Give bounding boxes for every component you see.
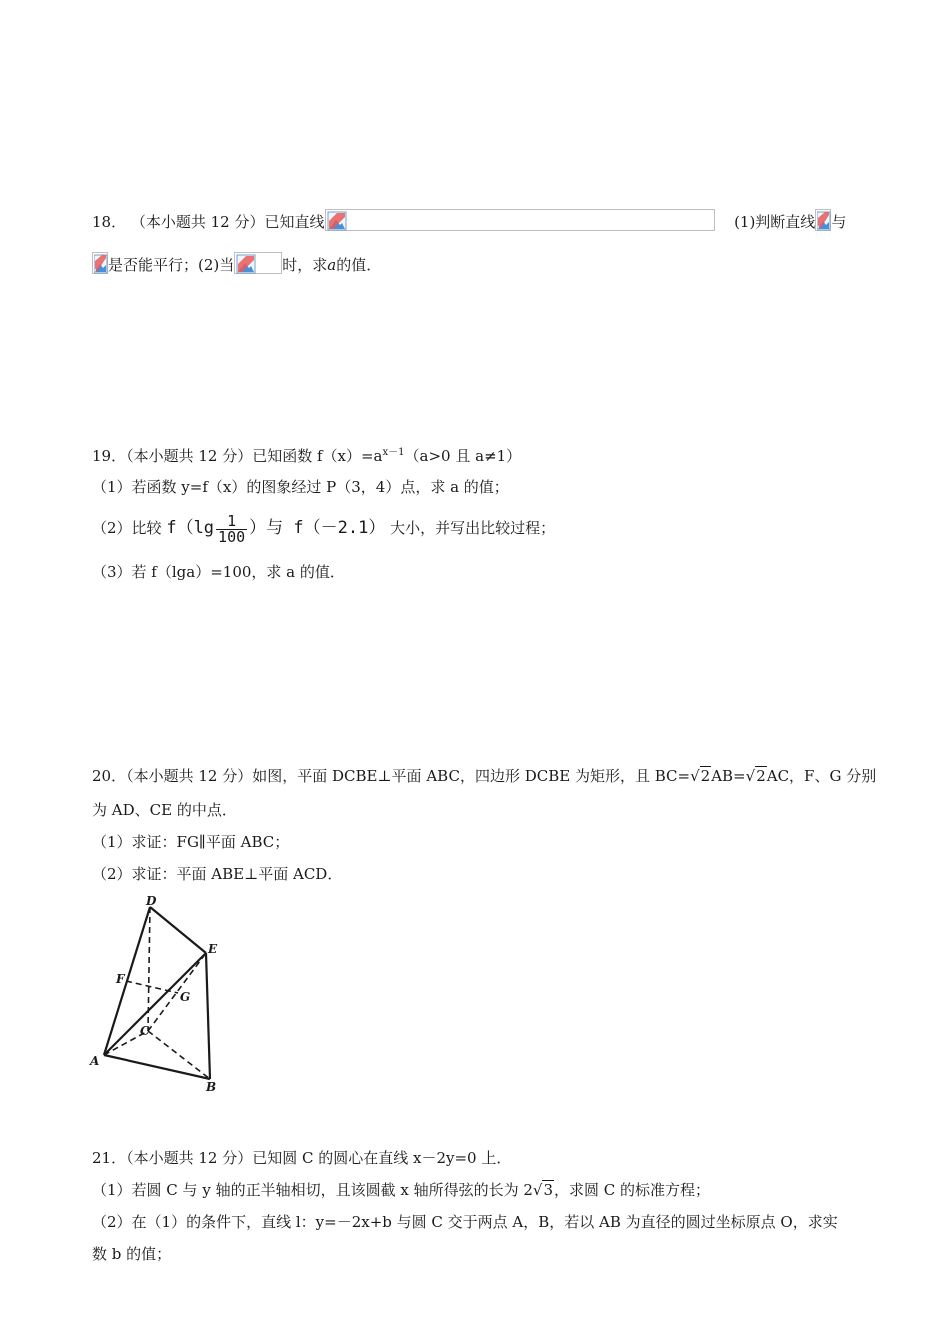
q19-part2: [92, 508, 555, 548]
q19-exponent: x－1: [382, 447, 405, 458]
q18-var-a: a: [327, 256, 337, 274]
label-d: D: [146, 894, 157, 908]
q19-condition: （a>0 且 a≠1）: [404, 447, 522, 465]
broken-image-icon: [325, 209, 715, 231]
q19-f-compare: ）与 f（－2.1）: [249, 518, 386, 538]
q19-fraction: [216, 511, 247, 546]
q18-part2-text: 是否能平行；(2)当: [108, 256, 235, 274]
q19-stem: [92, 442, 521, 467]
q20-stem-text: 20．（本小题共 12 分）如图，平面 DCBE⊥平面 ABC，四边形 DCBE 为矩形，且 BC=: [92, 767, 691, 785]
q18-line2: [92, 252, 381, 276]
broken-image-icon: [92, 252, 108, 274]
label-f: F: [116, 972, 125, 986]
q19-part3: （3）若 f（lga）=100，求 a 的值．: [92, 563, 345, 581]
sqrt-radicand: 2: [700, 767, 711, 785]
geometry-figure: [86, 893, 226, 1093]
q21-part1: [92, 1179, 710, 1201]
q20-stem-line2: 为 AD、CE 的中点．: [92, 801, 237, 819]
sqrt-symbol: √2: [745, 767, 766, 785]
q19-part2-tail: 大小，并写出比较过程；: [390, 519, 556, 537]
q19-part2-lead: （2）比较: [92, 519, 162, 537]
broken-image-icon: [234, 252, 282, 274]
broken-image-icon: [815, 209, 831, 231]
q18-and: 与: [831, 213, 847, 231]
q21-part1-text: （1）若圆 C 与 y 轴的正半轴相切，且该圆截 x 轴所得弦的长为 2: [92, 1181, 533, 1199]
q20-ac: AC，F、G 分别: [766, 767, 877, 785]
q18-part1-text: (1)判断直线: [734, 213, 816, 231]
q18-line1: [92, 209, 846, 233]
q20-part2: （2）求证：平面 ABE⊥平面 ACD．: [92, 865, 343, 883]
sqrt-symbol: √3: [532, 1181, 553, 1199]
q18-number: 18．: [92, 213, 127, 231]
label-c: C: [140, 1024, 150, 1038]
q18-when: 时，求: [282, 256, 328, 274]
q19-part1: （1）若函数 y=f（x）的图象经过 P（3，4）点，求 a 的值；: [92, 478, 509, 496]
q20-stem-line1: [92, 765, 876, 787]
sqrt-radicand: 2: [756, 767, 766, 785]
fraction-numerator: 1: [216, 514, 247, 530]
q19-f-lg: f（lg: [166, 518, 215, 538]
q21-part2-line2: 数 b 的值；: [92, 1245, 172, 1263]
sqrt-symbol: √2: [690, 767, 711, 785]
q18-value: 的值．: [336, 256, 382, 274]
q21-stem: 21．（本小题共 12 分）已知圆 C 的圆心在直线 x－2y=0 上．: [92, 1149, 512, 1167]
fraction-denominator: 100: [218, 527, 246, 546]
sqrt-radicand: 3: [543, 1181, 553, 1199]
q18-stem: （本小题共 12 分）已知直线: [130, 213, 325, 231]
q19-stem-text: 19．（本小题共 12 分）已知函数 f（x）=a: [92, 447, 383, 465]
q21-part1-tail: ，求圆 C 的标准方程；: [554, 1181, 711, 1199]
q21-part2-line1: （2）在（1）的条件下，直线 l：y=－2x+b 与圆 C 交于两点 A，B，若以 AB 为直径的圆过坐标原点 O，求实: [92, 1213, 838, 1231]
label-g: G: [180, 990, 191, 1004]
q20-part1: （1）求证：FG∥平面 ABC；: [92, 833, 290, 851]
q20-ab: AB=: [711, 767, 746, 785]
label-b: B: [206, 1080, 217, 1093]
label-a: A: [90, 1054, 100, 1068]
label-e: E: [208, 942, 218, 956]
